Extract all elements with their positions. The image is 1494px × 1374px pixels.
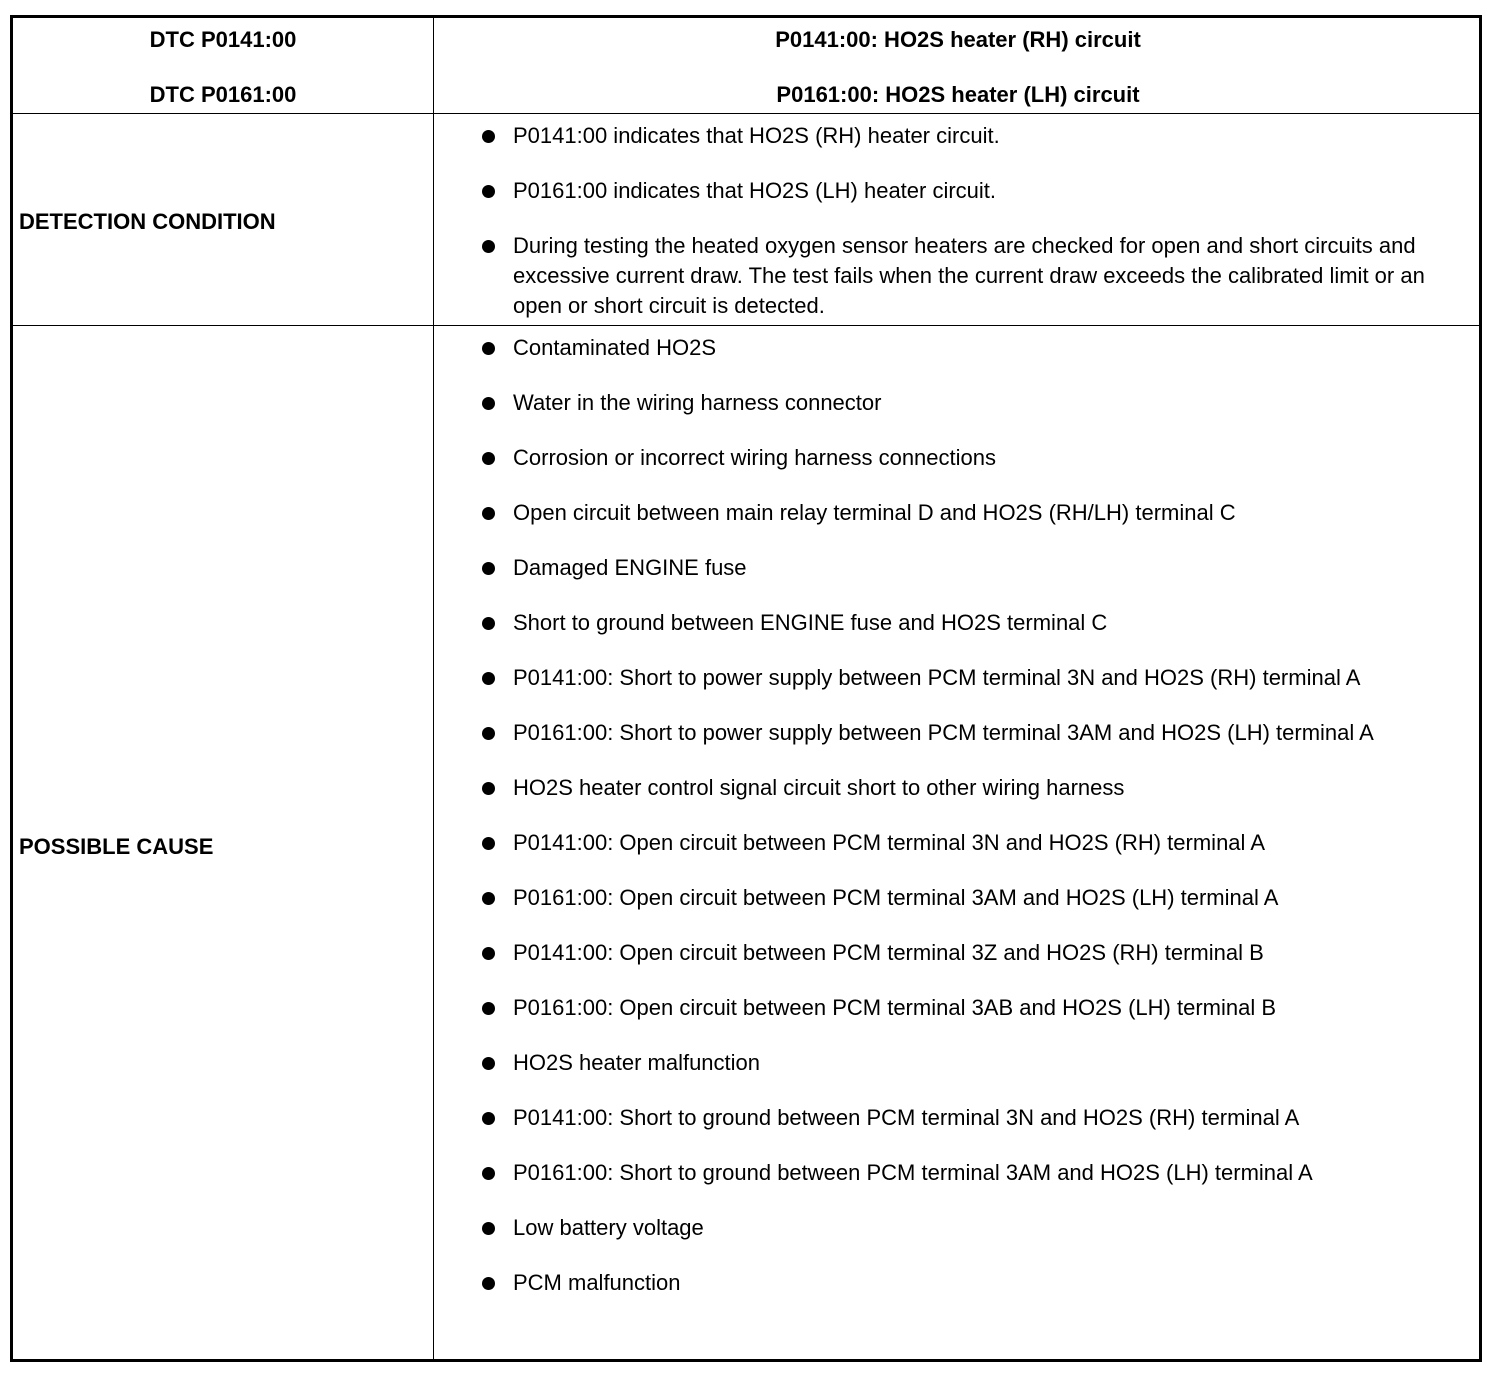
list-item [434,883,1479,913]
bullet-icon [482,1167,495,1180]
list-item-text: P0161:00: Short to ground between PCM terminal 3AM and HO2S (LH) terminal A [513,1160,1313,1185]
list-item [434,231,1479,321]
bullet-icon [482,727,495,740]
bullet-icon [482,947,495,960]
bullet-icon [482,1277,495,1290]
bullet-icon [482,452,495,465]
header-row-divider [13,113,1479,114]
list-item [434,1158,1479,1188]
list-item-text: Water in the wiring harness connector [513,390,882,415]
list-item [434,1213,1479,1243]
bullet-icon [482,562,495,575]
list-item-text: During testing the heated oxygen sensor heaters are checked for open and short circuits and excessive current draw. The test fails when the current draw exceeds the calibrated limit or an open or short circuit is detected. [513,233,1425,318]
list-item-text: P0161:00 indicates that HO2S (LH) heater circuit. [513,178,997,203]
list-item-text: P0161:00: Short to power supply between PCM terminal 3AM and HO2S (LH) terminal A [513,720,1374,745]
detection-condition-label: DETECTION CONDITION [19,209,276,234]
possible-cause-label: POSSIBLE CAUSE [19,834,214,859]
bullet-icon [482,672,495,685]
list-item [434,333,1479,363]
list-item-text: Low battery voltage [513,1215,704,1240]
dtc-title-lh: P0161:00: HO2S heater (LH) circuit [776,82,1140,107]
list-item-text: P0141:00 indicates that HO2S (RH) heater circuit. [513,123,1000,148]
list-item [434,1103,1479,1133]
dtc-code-rh: DTC P0141:00 [149,27,297,52]
list-item [434,773,1479,803]
bullet-icon [482,397,495,410]
dtc-code-lh: DTC P0161:00 [149,82,297,107]
list-item-text: P0141:00: Short to ground between PCM terminal 3N and HO2S (RH) terminal A [513,1105,1300,1130]
bullet-icon [482,1112,495,1125]
list-item [434,828,1479,858]
bullet-icon [482,240,495,253]
list-item-text: Open circuit between main relay terminal D and HO2S (RH/LH) terminal C [513,500,1236,525]
possible-cause-list [434,333,1479,1298]
list-item [434,498,1479,528]
list-item [434,608,1479,638]
bullet-icon [482,892,495,905]
list-item [434,1048,1479,1078]
bullet-icon [482,507,495,520]
list-item [434,718,1479,748]
detection-condition-list [434,121,1479,321]
bullet-icon [482,130,495,143]
list-item [434,176,1479,206]
list-item [434,993,1479,1023]
list-item-text: P0141:00: Open circuit between PCM terminal 3Z and HO2S (RH) terminal B [513,940,1264,965]
list-item-text: Corrosion or incorrect wiring harness connections [513,445,996,470]
dtc-title-rh: P0141:00: HO2S heater (RH) circuit [775,27,1141,52]
list-item-text: Damaged ENGINE fuse [513,555,747,580]
bullet-icon [482,1222,495,1235]
list-item-text: HO2S heater control signal circuit short to other wiring harness [513,775,1125,800]
list-item-text: P0161:00: Open circuit between PCM terminal 3AB and HO2S (LH) terminal B [513,995,1277,1020]
list-item [434,443,1479,473]
list-item [434,1268,1479,1298]
bullet-icon [482,342,495,355]
list-item [434,663,1479,693]
dtc-table [10,15,1482,1362]
list-item-text: Contaminated HO2S [513,335,716,360]
list-item [434,388,1479,418]
list-item-text: P0161:00: Open circuit between PCM terminal 3AM and HO2S (LH) terminal A [513,885,1279,910]
bullet-icon [482,185,495,198]
list-item-text: HO2S heater malfunction [513,1050,761,1075]
bullet-icon [482,617,495,630]
bullet-icon [482,1057,495,1070]
bullet-icon [482,782,495,795]
list-item-text: P0141:00: Short to power supply between PCM terminal 3N and HO2S (RH) terminal A [513,665,1361,690]
list-item-text: P0141:00: Open circuit between PCM terminal 3N and HO2S (RH) terminal A [513,830,1265,855]
list-item-text: Short to ground between ENGINE fuse and HO2S terminal C [513,610,1108,635]
list-item [434,121,1479,151]
bullet-icon [482,1002,495,1015]
list-item [434,938,1479,968]
detection-row-divider [13,325,1479,326]
bullet-icon [482,837,495,850]
list-item-text: PCM malfunction [513,1270,681,1295]
list-item [434,553,1479,583]
